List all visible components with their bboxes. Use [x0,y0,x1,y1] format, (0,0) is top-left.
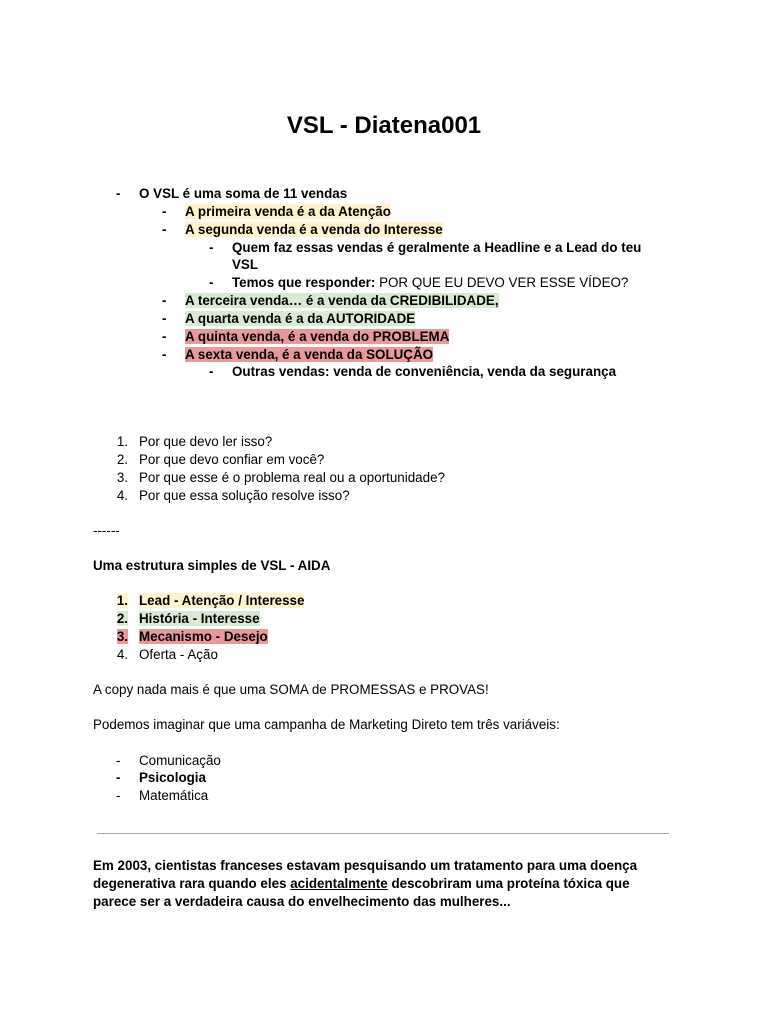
closing-line-1: Em 2003, cientistas franceses estavam pesquisando um tratamento para uma doença [93,858,638,873]
bullet-headline-lead-line2: VSL [232,257,259,272]
marketing-paragraph: Podemos imaginar que uma campanha de Marketing Direto tem três variáveis: [93,717,560,732]
copy-paragraph: A copy nada mais é que uma SOMA de PROMESSAS e PROVAS! [93,682,489,697]
bullet-sixth-sale: A sexta venda, é a venda da SOLUÇÃO [185,347,434,362]
bullet-dash: - [116,753,121,768]
question-item: Por que essa solução resolve isso? [139,488,350,503]
underlined-word: acidentalmente [290,876,388,891]
list-number: 2. [116,611,128,626]
aida-item-story: História - Interesse [139,611,260,626]
bullet-dash: - [116,770,121,785]
bullet-dash: - [209,364,214,379]
list-number: 1. [116,434,128,449]
separator-text: ------ [93,523,120,538]
closing-line-2: degenerativa rara quando eles acidentalmente descobriram uma proteína tóxica que [93,876,630,891]
bullet-dash: - [162,311,167,326]
aida-item-lead: Lead - Atenção / Interesse [139,593,305,608]
variable-item: Psicologia [139,770,206,785]
bullet-third-sale: A terceira venda… é a venda da CREDIBILIDADE, [185,293,499,308]
document-title: VSL - Diatena001 [286,112,482,139]
list-number: 4. [116,647,128,662]
list-number: 2. [116,452,128,467]
bullet-fourth-sale: A quarta venda é a da AUTORIDADE [185,311,416,326]
bullet-dash: - [209,240,214,255]
bullet-respond: Temos que responder: POR QUE EU DEVO VER ESSE VÍDEO? [232,275,629,290]
aida-heading: Uma estrutura simples de VSL - AIDA [93,558,331,573]
bullet-headline-lead-line1: Quem faz essas vendas é geralmente a Headline e a Lead do teu [232,240,642,255]
bullet-dash: - [162,222,167,237]
bullet-dash: - [162,204,167,219]
bullet-dash: - [162,347,167,362]
bullet-first-sale: A primeira venda é a da Atenção [185,204,391,219]
question-item: Por que devo confiar em você? [139,452,325,467]
bullet-other-sales: Outras vendas: venda de conveniência, venda da segurança [232,364,617,379]
variable-item: Matemática [139,788,209,803]
bullet-dash: - [162,329,167,344]
closing-line-3: parece ser a verdadeira causa do envelhecimento das mulheres... [93,894,511,909]
variable-item: Comunicação [139,753,221,768]
list-number: 3. [116,470,128,485]
list-number: 3. [116,629,128,644]
aida-item-offer: Oferta - Ação [139,647,218,662]
bullet-main: O VSL é uma soma de 11 vendas [139,186,348,201]
bullet-dash: - [162,293,167,308]
aida-item-mechanism: Mecanismo - Desejo [139,629,268,644]
list-number: 1. [116,593,128,608]
bullet-dash: - [209,275,214,290]
question-item: Por que devo ler isso? [139,434,273,449]
bullet-second-sale: A segunda venda é a venda do Interesse [185,222,443,237]
horizontal-rule [97,833,669,834]
bullet-fifth-sale: A quinta venda, é a venda do PROBLEMA [185,329,450,344]
bullet-dash: - [116,788,121,803]
list-number: 4. [116,488,128,503]
bullet-dash: - [116,186,121,201]
question-item: Por que esse é o problema real ou a oportunidade? [139,470,445,485]
